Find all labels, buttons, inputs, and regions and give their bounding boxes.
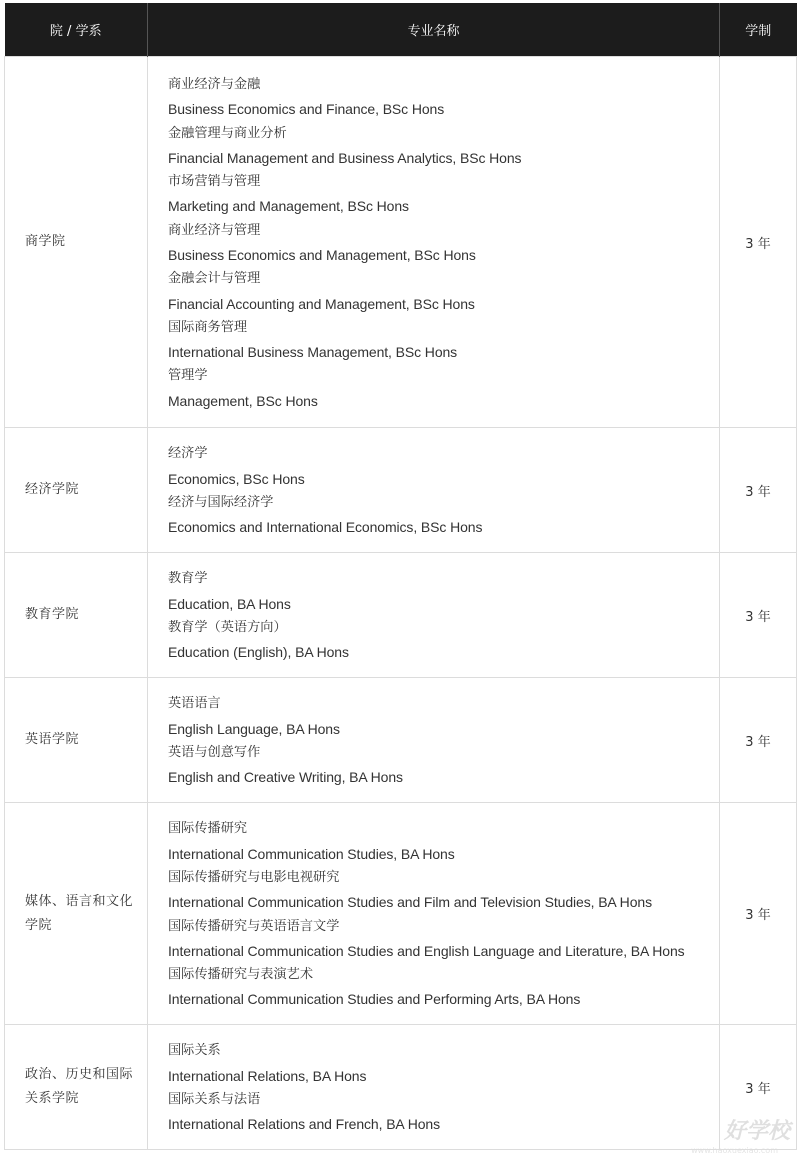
table-row bbox=[5, 553, 797, 678]
program-name-zh: 商业经济与金融 bbox=[168, 76, 261, 92]
program-name-zh: 管理学 bbox=[168, 368, 208, 384]
program-name-zh: 国际传播研究 bbox=[168, 821, 248, 837]
program-name-en: English Language, BA Hons bbox=[168, 720, 340, 737]
program-name-en: Financial Management and Business Analytics, BSc Hons bbox=[168, 149, 522, 166]
program-name-zh: 国际传播研究与英语语言文学 bbox=[168, 918, 340, 934]
watermark-logo: 好学校 bbox=[723, 1119, 790, 1144]
table-row bbox=[5, 57, 797, 428]
program-name-zh: 教育学（英语方向） bbox=[168, 620, 287, 635]
program-name-zh: 国际关系 bbox=[168, 1043, 221, 1059]
duration-cell: 3 年 bbox=[720, 678, 797, 803]
program-name-en: International Communication Studies and Performing Arts, BA Hons bbox=[168, 991, 581, 1008]
program-name-zh: 教育学 bbox=[168, 571, 208, 587]
table-body bbox=[5, 57, 797, 1150]
program-name-en: International Communication Studies, BA Hons bbox=[168, 845, 455, 862]
program-name-zh: 国际传播研究与电影电视研究 bbox=[168, 869, 340, 885]
table-header-row bbox=[5, 3, 797, 57]
program-name-en: International Communication Studies and English Language and Literature, BA Hons bbox=[168, 942, 685, 959]
college-cell: 商学院 bbox=[5, 57, 148, 428]
table-row bbox=[5, 428, 797, 553]
programs-cell bbox=[148, 803, 720, 1025]
programs-cell bbox=[148, 1025, 720, 1150]
program-name-en: Education, BA Hons bbox=[168, 595, 291, 612]
program-name-zh: 国际关系与法语 bbox=[168, 1092, 261, 1107]
college-cell: 教育学院 bbox=[5, 553, 148, 678]
programs-table bbox=[4, 3, 797, 1150]
program-name-en: Business Economics and Finance, BSc Hons bbox=[168, 101, 445, 118]
program-name-en: International Communication Studies and Film and Television Studies, BA Hons bbox=[168, 894, 652, 911]
duration-cell: 3 年 bbox=[720, 1025, 797, 1150]
header-program: 专业名称 bbox=[148, 3, 720, 57]
duration-cell: 3 年 bbox=[720, 57, 797, 428]
college-cell: 政治、历史和国际关系学院 bbox=[5, 1025, 148, 1150]
table-row bbox=[5, 803, 797, 1025]
program-name-en: Management, BSc Hons bbox=[168, 392, 318, 409]
table-row bbox=[5, 1025, 797, 1150]
program-name-en: Economics and International Economics, BSc Hons bbox=[168, 519, 483, 536]
program-name-zh: 金融管理与商业分析 bbox=[168, 125, 287, 141]
program-name-zh: 国际传播研究与表演艺术 bbox=[168, 967, 314, 983]
duration-cell: 3 年 bbox=[720, 428, 797, 553]
program-name-en: Education (English), BA Hons bbox=[168, 644, 349, 661]
program-name-en: Economics, BSc Hons bbox=[168, 470, 305, 487]
college-cell: 媒体、语言和文化学院 bbox=[5, 803, 148, 1025]
programs-cell bbox=[148, 678, 720, 803]
watermark-url: www.haoxuexiao.com bbox=[691, 1146, 778, 1155]
program-name-en: English and Creative Writing, BA Hons bbox=[168, 769, 403, 786]
program-name-zh: 经济学 bbox=[168, 446, 208, 462]
table-row bbox=[5, 678, 797, 803]
program-name-zh: 商业经济与管理 bbox=[168, 222, 261, 238]
duration-cell: 3 年 bbox=[720, 553, 797, 678]
program-name-zh: 英语语言 bbox=[168, 696, 221, 712]
program-name-en: International Relations and French, BA Hons bbox=[168, 1116, 440, 1133]
program-name-en: International Relations, BA Hons bbox=[168, 1067, 367, 1084]
header-college: 院 / 学系 bbox=[5, 3, 148, 57]
program-name-zh: 国际商务管理 bbox=[168, 319, 248, 335]
program-name-en: Financial Accounting and Management, BSc Hons bbox=[168, 295, 475, 312]
program-name-zh: 英语与创意写作 bbox=[168, 745, 261, 760]
header-duration: 学制 bbox=[720, 3, 797, 57]
program-name-en: Business Economics and Management, BSc Hons bbox=[168, 247, 476, 263]
programs-cell bbox=[148, 553, 720, 678]
program-name-en: International Business Management, BSc Hons bbox=[168, 344, 458, 361]
college-cell: 经济学院 bbox=[5, 428, 148, 553]
college-cell: 英语学院 bbox=[5, 678, 148, 803]
program-name-zh: 市场营销与管理 bbox=[168, 174, 261, 190]
programs-cell bbox=[148, 57, 720, 428]
program-name-zh: 经济与国际经济学 bbox=[168, 495, 274, 510]
programs-cell bbox=[148, 428, 720, 553]
program-name-en: Marketing and Management, BSc Hons bbox=[168, 198, 409, 215]
duration-cell: 3 年 bbox=[720, 803, 797, 1025]
program-name-zh: 金融会计与管理 bbox=[168, 271, 261, 287]
